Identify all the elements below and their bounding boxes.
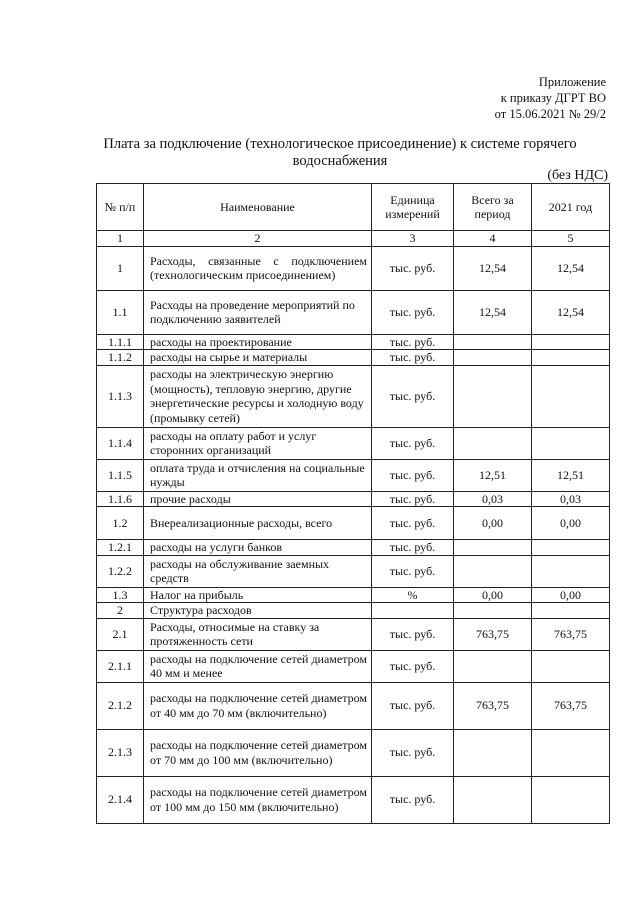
table-row [97,427,610,459]
table-row [97,650,610,682]
row-total [454,555,532,587]
row-total: 12,54 [454,290,532,334]
row-total: 12,51 [454,459,532,491]
row-number: 1.1.3 [97,365,144,427]
row-number: 1.1.1 [97,334,144,350]
appendix-line-3: от 15.06.2021 № 29/2 [494,107,606,121]
row-year [532,603,610,619]
row-name: расходы на проектирование [144,334,372,350]
table-header-row [97,184,610,231]
row-name: прочие расходы [144,491,372,507]
row-unit: тыс. руб. [372,507,454,540]
index-cell: 4 [454,231,532,247]
row-name: расходы на подключение сетей диаметром 40 мм и менее [144,650,372,682]
row-name: расходы на подключение сетей диаметром от 40 мм до 70 мм (включительно) [144,682,372,729]
row-year [532,650,610,682]
table-row [97,682,610,729]
table-row [97,459,610,491]
row-name: Внереализационные расходы, всего [144,507,372,540]
table-row [97,365,610,427]
row-total [454,365,532,427]
row-name: расходы на услуги банков [144,540,372,556]
row-year [532,776,610,823]
header-number: № п/п [97,184,144,231]
table-row [97,776,610,823]
row-total [454,334,532,350]
row-number: 1.3 [97,587,144,603]
document-title: Плата за подключение (технологическое присоединение) к системе горячего водоснабжения [103,136,577,169]
table-row [97,246,610,290]
row-name: Расходы на проведение мероприятий по подключению заявителей [144,290,372,334]
table-index-row [97,231,610,247]
row-name: Расходы, связанные с подключением (технологическим присоединением) [144,246,372,290]
row-number: 2.1.3 [97,729,144,776]
row-unit: % [372,587,454,603]
row-name: Расходы, относимые на ставку за протяженность сети [144,618,372,650]
row-name: Налог на прибыль [144,587,372,603]
row-name: Структура расходов [144,603,372,619]
row-number: 1.1.4 [97,427,144,459]
table-row [97,587,610,603]
row-number: 2.1 [97,618,144,650]
row-total [454,350,532,366]
index-cell: 5 [532,231,610,247]
row-name: оплата труда и отчисления на социальные нужды [144,459,372,491]
header-year: 2021 год [532,184,610,231]
table-row [97,290,610,334]
row-unit: тыс. руб. [372,729,454,776]
row-unit: тыс. руб. [372,618,454,650]
row-year: 763,75 [532,618,610,650]
row-number: 1 [97,246,144,290]
index-cell: 3 [372,231,454,247]
row-number: 2.1.4 [97,776,144,823]
table-row [97,618,610,650]
row-unit: тыс. руб. [372,682,454,729]
row-year: 0,00 [532,507,610,540]
appendix-header [495,74,606,122]
row-unit: тыс. руб. [372,555,454,587]
row-unit: тыс. руб. [372,334,454,350]
row-number: 1.1 [97,290,144,334]
row-unit: тыс. руб. [372,290,454,334]
row-unit: тыс. руб. [372,350,454,366]
row-year: 12,51 [532,459,610,491]
table-row [97,540,610,556]
row-total: 763,75 [454,682,532,729]
row-name: расходы на подключение сетей диаметром от 100 мм до 150 мм (включительно) [144,776,372,823]
row-year: 0,03 [532,491,610,507]
table-row [97,555,610,587]
row-name: расходы на подключение сетей диаметром от 70 мм до 100 мм (включительно) [144,729,372,776]
row-name: расходы на электрическую энергию (мощность), тепловую энергию, другие энергетические ресурсы и холодную воду (промывку сетей) [144,365,372,427]
row-number: 1.1.6 [97,491,144,507]
vat-note: (без НДС) [547,168,608,183]
row-unit: тыс. руб. [372,540,454,556]
row-name: расходы на сырье и материалы [144,350,372,366]
table-body [97,246,610,823]
row-unit [372,603,454,619]
row-total [454,729,532,776]
row-year [532,350,610,366]
table-row [97,507,610,540]
row-year [532,555,610,587]
row-year [532,540,610,556]
row-unit: тыс. руб. [372,650,454,682]
row-unit: тыс. руб. [372,776,454,823]
row-total: 0,03 [454,491,532,507]
row-year [532,427,610,459]
header-unit: Единица измерений [372,184,454,231]
row-number: 1.1.2 [97,350,144,366]
row-total [454,650,532,682]
row-name: расходы на обслуживание заемных средств [144,555,372,587]
table-row [97,350,610,366]
appendix-line-1: Приложение [538,75,606,89]
index-cell: 1 [97,231,144,247]
table-row [97,729,610,776]
table-row [97,491,610,507]
row-year [532,365,610,427]
row-number: 1.1.5 [97,459,144,491]
row-unit: тыс. руб. [372,246,454,290]
row-total: 763,75 [454,618,532,650]
row-number: 1.2 [97,507,144,540]
row-total: 0,00 [454,507,532,540]
row-total [454,603,532,619]
row-year [532,729,610,776]
header-total: Всего за период [454,184,532,231]
row-total: 12,54 [454,246,532,290]
row-number: 2.1.1 [97,650,144,682]
row-number: 1.2.1 [97,540,144,556]
table-row [97,603,610,619]
row-unit: тыс. руб. [372,459,454,491]
row-year: 0,00 [532,587,610,603]
row-total [454,427,532,459]
row-year: 12,54 [532,246,610,290]
appendix-line-2: к приказу ДГРТ ВО [500,91,606,105]
row-total [454,540,532,556]
header-name: Наименование [144,184,372,231]
row-number: 2.1.2 [97,682,144,729]
cost-table [96,183,610,824]
row-total: 0,00 [454,587,532,603]
row-year [532,334,610,350]
row-unit: тыс. руб. [372,491,454,507]
row-year: 12,54 [532,290,610,334]
index-cell: 2 [144,231,372,247]
row-number: 1.2.2 [97,555,144,587]
row-unit: тыс. руб. [372,365,454,427]
table-row [97,334,610,350]
row-unit: тыс. руб. [372,427,454,459]
row-name: расходы на оплату работ и услуг сторонних организаций [144,427,372,459]
row-number: 2 [97,603,144,619]
row-year: 763,75 [532,682,610,729]
row-total [454,776,532,823]
